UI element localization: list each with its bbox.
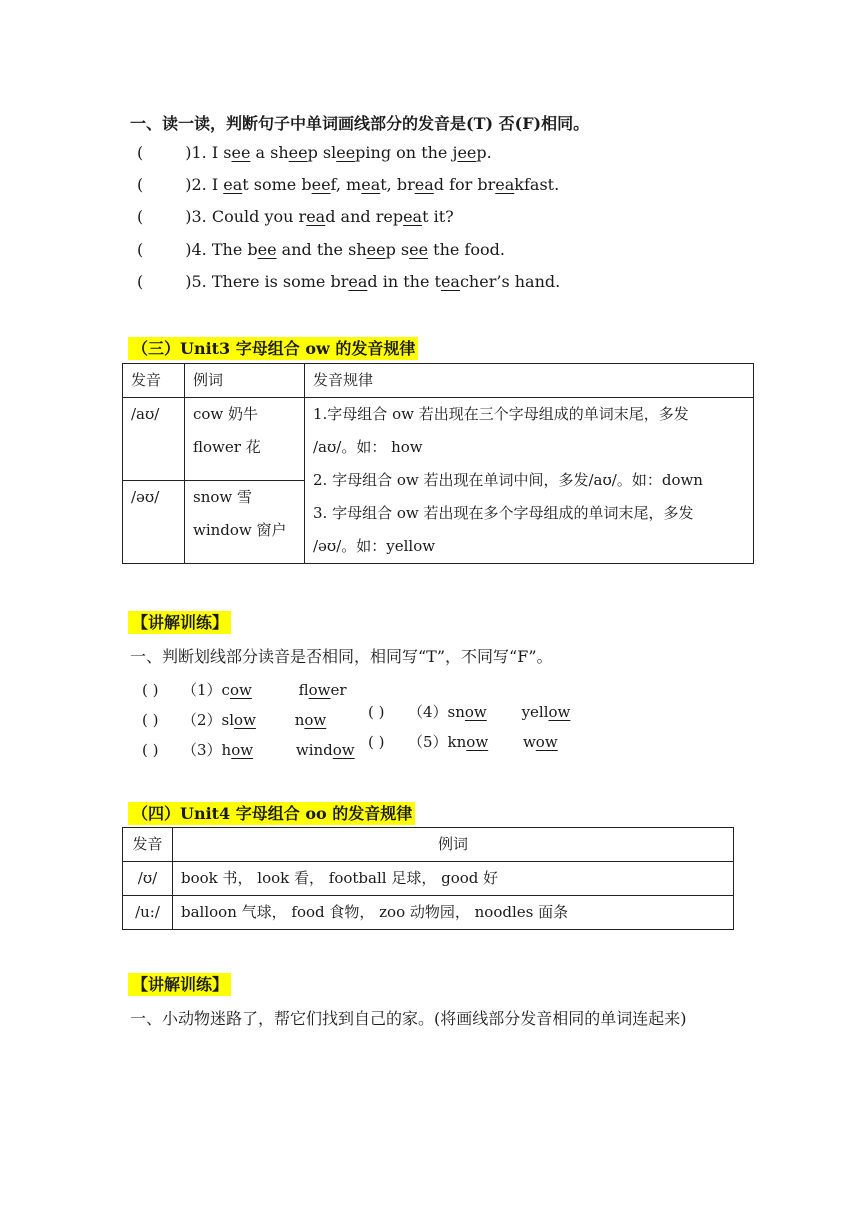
question-3: ( )3. Could you read and repeat it? xyxy=(137,207,454,226)
sound-cell: /əʊ/ xyxy=(123,481,185,564)
sound-cell: /u:/ xyxy=(123,896,173,930)
table-header: 例词 xyxy=(185,364,305,398)
table-row xyxy=(123,862,734,896)
question-5: ( )5. There is some bread in the teacher’s hand. xyxy=(137,272,561,291)
words-cell: cow 奶牛 flower 花 xyxy=(185,398,305,481)
table-header: 例词 xyxy=(173,828,734,862)
section3-heading: （三）Unit3 字母组合 ow 的发音规律 xyxy=(128,336,418,359)
ow-rules-table xyxy=(122,363,754,564)
sound-cell: /aʊ/ xyxy=(123,398,185,481)
ow-exercise-3: ( ) （3）how window xyxy=(142,741,355,759)
practice2-instruction: 一、小动物迷路了，帮它们找到自己的家。(将画线部分发音相同的单词连起来) xyxy=(130,1009,687,1028)
words-cell: snow 雪 window 窗户 xyxy=(185,481,305,564)
table-row xyxy=(123,896,734,930)
ow-exercise-2: ( ) （2）slow now xyxy=(142,711,327,729)
table-header-row xyxy=(123,828,734,862)
ow-exercise-1: ( ) （1）cow flower xyxy=(142,681,347,699)
question-2: ( )2. I eat some beef, meat, bread for breakfast. xyxy=(137,175,560,194)
words-cell: balloon 气球， food 食物， zoo 动物园， noodles 面条 xyxy=(173,896,734,930)
rules-cell: 1.字母组合 ow 若出现在三个字母组成的单词末尾，多发 /aʊ/。如： how 2. 字母组合 ow 若出现在单词中间，多发/aʊ/。如：down 3. 字母组合 ow 若出现在多个字母组成的单词末尾，多发 /əʊ/。如：yellow xyxy=(305,398,754,564)
practice2-heading: 【讲解训练】 xyxy=(128,972,231,995)
question-4: ( )4. The bee and the sheep see the food. xyxy=(137,240,505,259)
section1-title: 一、读一读，判断句子中单词画线部分的发音是(T) 否(F)相同。 xyxy=(130,114,590,133)
practice1-heading: 【讲解训练】 xyxy=(128,610,231,633)
ow-exercise-4: ( ) （4）snow yellow xyxy=(368,703,571,721)
oo-rules-table xyxy=(122,827,734,930)
table-header: 发音 xyxy=(123,364,185,398)
ow-exercise-5: ( ) （5）know wow xyxy=(368,733,558,751)
words-cell: book 书， look 看， football 足球， good 好 xyxy=(173,862,734,896)
table-row xyxy=(123,398,754,481)
section4-heading: （四）Unit4 字母组合 oo 的发音规律 xyxy=(128,801,415,824)
practice1-instruction: 一、判断划线部分读音是否相同，相同写“T”，不同写“F”。 xyxy=(130,647,553,666)
table-header: 发音 xyxy=(123,828,173,862)
table-header-row xyxy=(123,364,754,398)
sound-cell: /ʊ/ xyxy=(123,862,173,896)
table-header: 发音规律 xyxy=(305,364,754,398)
question-1: ( )1. I see a sheep sleeping on the jeep. xyxy=(137,143,492,162)
